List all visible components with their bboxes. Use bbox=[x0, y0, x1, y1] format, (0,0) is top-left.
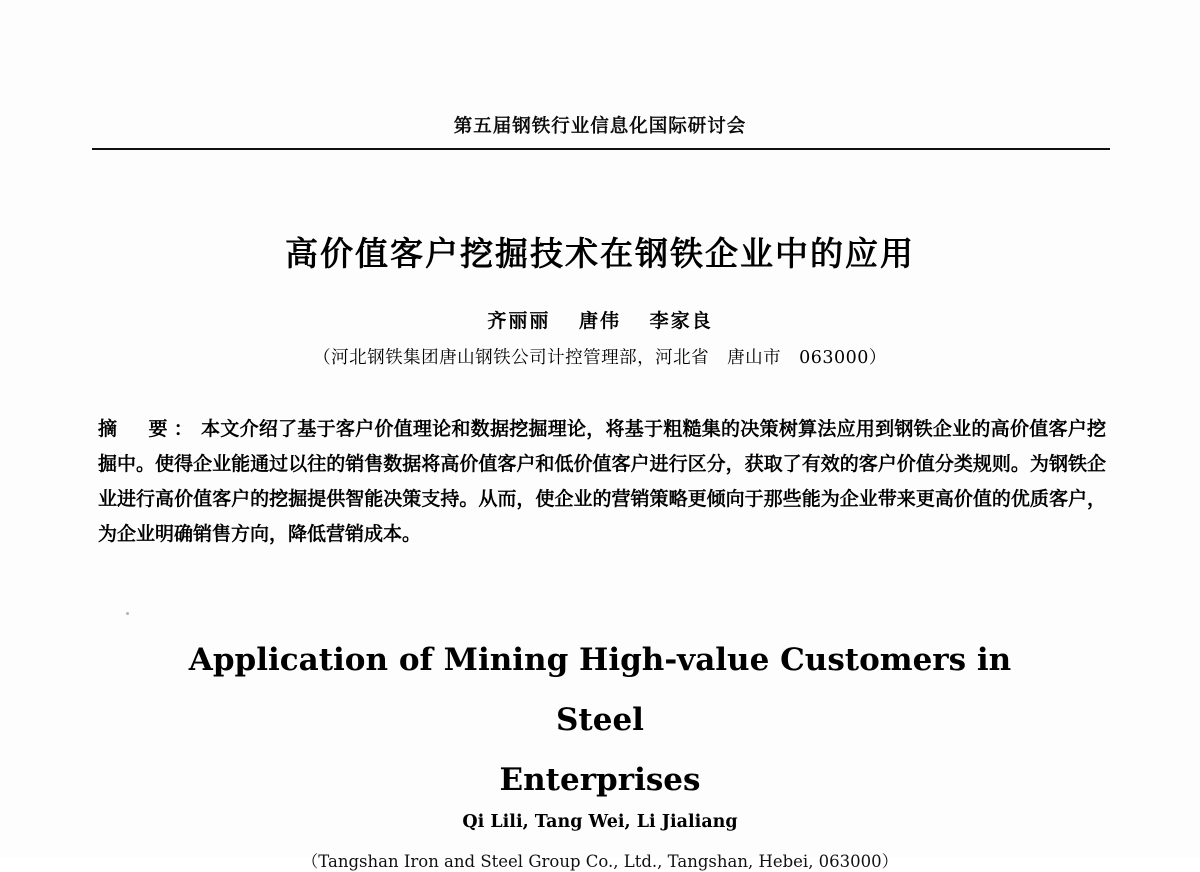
author-name: 齐丽丽 bbox=[487, 310, 551, 332]
english-title-line-1: Application of Mining High-value Customers in Steel bbox=[188, 642, 1012, 738]
running-header-text: 第五届钢铁行业信息化国际研讨会 bbox=[453, 116, 747, 137]
abstract-block bbox=[98, 412, 1106, 552]
english-authors: Qi Lili, Tang Wei, Li Jialiang bbox=[462, 812, 738, 832]
running-header bbox=[90, 112, 1110, 138]
abstract-text: 本文介绍了基于客户价值理论和数据挖掘理论，将基于粗糙集的决策树算法应用到钢铁企业的高价值客户挖掘中。使得企业能通过以往的销售数据将高价值客户和低价值客户进行区分，获取了有效的客户价值分类规则。为钢铁企业进行高价值客户的挖掘提供智能决策支持。从而，使企业的营销策略更倾向于那些能为企业带来更高价值的优质客户，为企业明确销售方向，降低营销成本。 bbox=[98, 418, 1106, 545]
author-name: 李家良 bbox=[649, 310, 713, 332]
chinese-authors bbox=[90, 306, 1110, 333]
scan-speck bbox=[126, 612, 129, 615]
english-title bbox=[140, 630, 1060, 810]
author-name: 唐伟 bbox=[578, 310, 621, 332]
english-affiliation: （Tangshan Iron and Steel Group Co., Ltd., Tangshan, Hebei, 063000） bbox=[301, 852, 899, 871]
header-divider bbox=[92, 148, 1110, 150]
chinese-affiliation: （河北钢铁集团唐山钢铁公司计控管理部，河北省 唐山市 063000） bbox=[313, 348, 887, 368]
english-title-line-2: Enterprises bbox=[499, 762, 701, 798]
abstract-label: 摘 要： bbox=[98, 418, 200, 440]
chinese-title: 高价值客户挖掘技术在钢铁企业中的应用 bbox=[285, 234, 915, 273]
